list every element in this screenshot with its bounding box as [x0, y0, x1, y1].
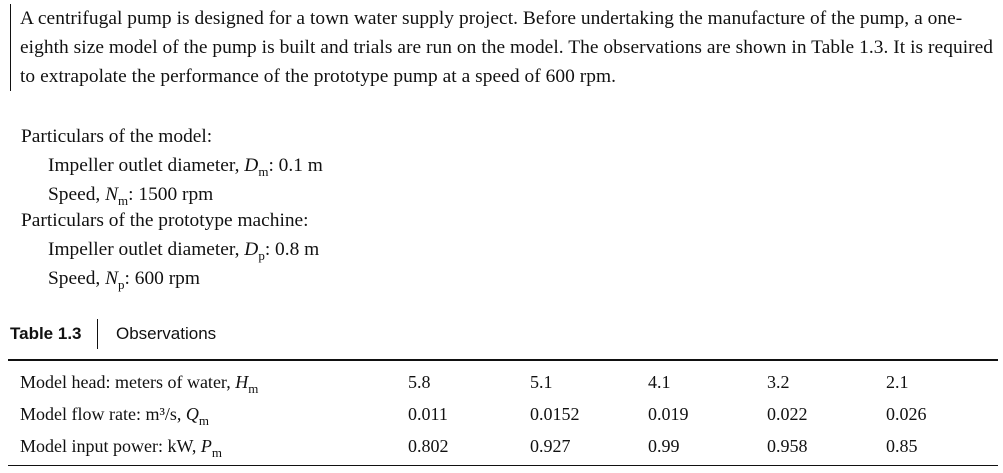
table-cell: 0.958: [767, 436, 808, 456]
prototype-diameter: [48, 235, 319, 265]
prototype-diameter-subscript: p: [258, 248, 265, 263]
row-symbol: P: [200, 436, 212, 456]
table-cell: 4.1: [648, 372, 671, 392]
table-cell: 0.99: [648, 436, 680, 456]
prototype-speed-prefix: Speed,: [48, 268, 106, 289]
row-symbol: Q: [185, 404, 199, 424]
table-title: Observations: [116, 324, 217, 343]
model-diameter: [48, 151, 323, 181]
table-cell: 0.019: [648, 404, 689, 424]
table-cell: 5.1: [530, 372, 553, 392]
table-bottom-rule: [8, 465, 998, 466]
row-subscript: m: [211, 445, 222, 460]
problem-text: A centrifugal pump is designed for a town water supply project. Before undertaking the manufacture of the pump, a one-eighth size model of the pump is built and trials are run on the model. The observations are shown in Table 1.3. It is required to extrapolate the performance of the prototype pump at a speed of 600 rpm.: [20, 8, 994, 87]
prototype-diameter-value: : 0.8 m: [264, 239, 320, 260]
model-diameter-symbol: D: [244, 155, 259, 176]
row-subscript: m: [198, 413, 209, 428]
prototype-speed: [48, 264, 200, 294]
prototype-diameter-prefix: Impeller outlet diameter,: [48, 239, 245, 260]
row-symbol: H: [235, 372, 249, 392]
row-label-text: Model input power: kW,: [20, 436, 201, 456]
table-cell: 0.802: [408, 436, 449, 456]
table-cell: 3.2: [767, 372, 790, 392]
prototype-diameter-symbol: D: [244, 239, 259, 260]
model-diameter-prefix: Impeller outlet diameter,: [48, 155, 245, 176]
row-label-text: Model flow rate: m³/s,: [20, 404, 186, 424]
row-label-text: Model head: meters of water,: [20, 372, 236, 392]
caption-divider: [97, 319, 99, 349]
prototype-speed-subscript: p: [118, 277, 125, 292]
model-speed-subscript: m: [118, 193, 129, 208]
table-cell: 0.011: [408, 404, 448, 424]
table-caption: [10, 320, 216, 348]
prototype-heading: Particulars of the prototype machine:: [21, 210, 309, 231]
model-speed-prefix: Speed,: [48, 184, 106, 205]
table-cell: 0.927: [530, 436, 571, 456]
model-diameter-value: : 0.1 m: [268, 155, 323, 176]
table-cell: 0.022: [767, 404, 808, 424]
model-diameter-subscript: m: [258, 164, 269, 179]
model-heading: Particulars of the model:: [21, 126, 213, 147]
problem-statement: [10, 4, 1003, 91]
prototype-speed-value: : 600 rpm: [124, 268, 200, 289]
model-speed-symbol: N: [105, 184, 119, 205]
prototype-speed-symbol: N: [105, 268, 119, 289]
table-number: Table 1.3: [10, 324, 82, 343]
table-top-rule: [8, 359, 998, 361]
table-cell: 0.0152: [530, 404, 580, 424]
table-cell: 5.8: [408, 372, 431, 392]
table-cell: 0.85: [886, 436, 918, 456]
table-cell: 0.026: [886, 404, 927, 424]
row-label: [20, 399, 209, 431]
model-speed-value: : 1500 rpm: [128, 184, 214, 205]
row-label: [20, 367, 258, 399]
table-cell: 2.1: [886, 372, 909, 392]
row-label: [20, 431, 222, 463]
row-subscript: m: [248, 381, 259, 396]
